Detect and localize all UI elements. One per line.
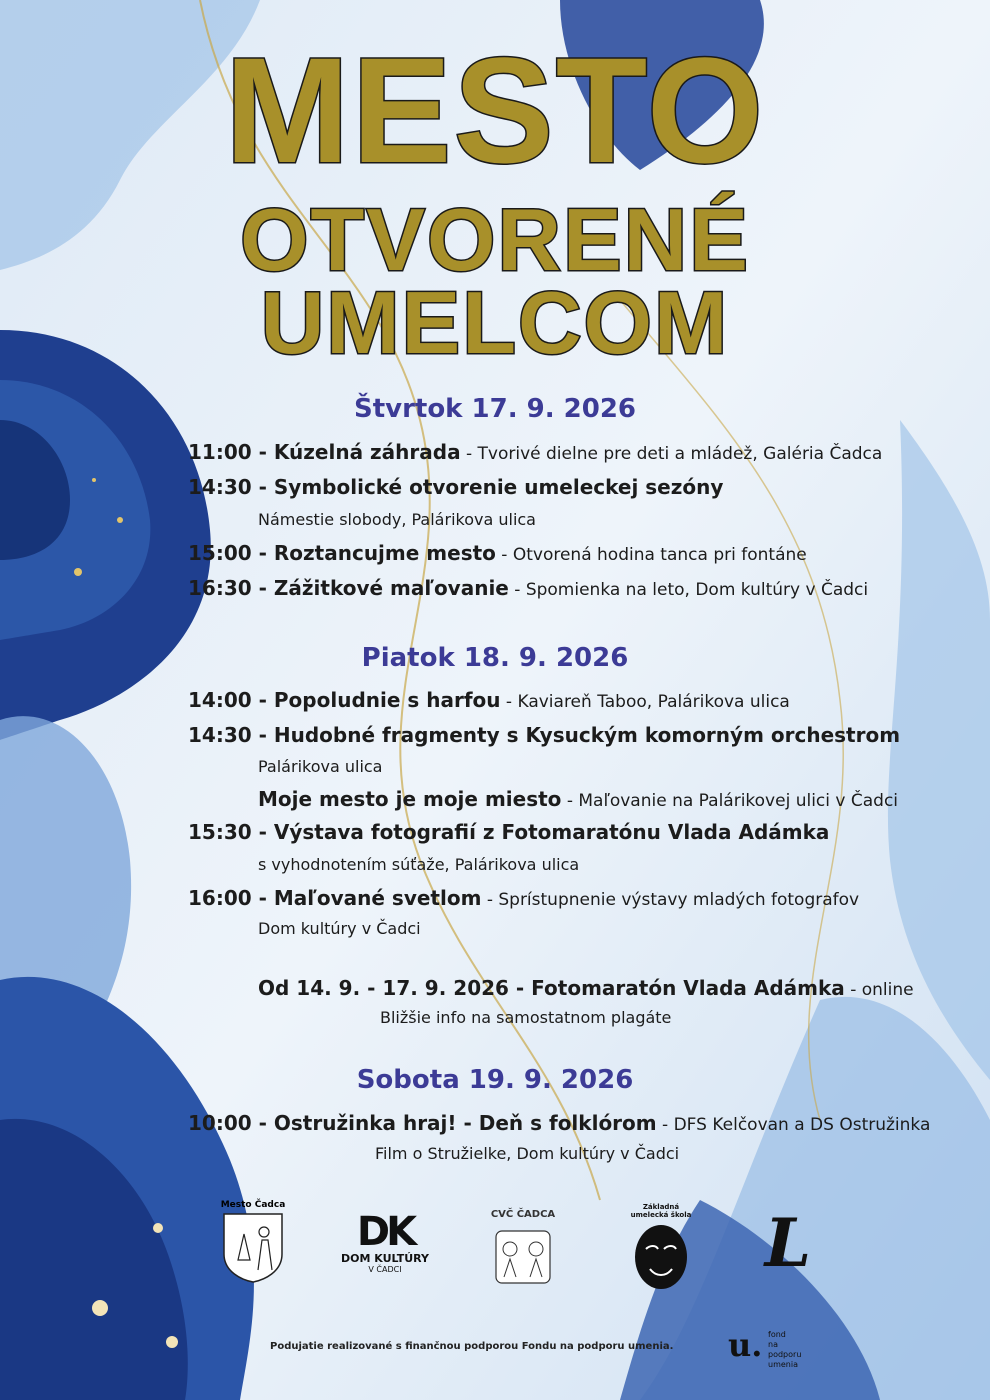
day-heading: Štvrtok 17. 9. 2026 — [353, 394, 637, 424]
event-row — [188, 1111, 930, 1135]
event-row — [258, 787, 898, 811]
event-row — [188, 886, 859, 910]
event-name: Zážitkové maľovanie — [273, 576, 509, 600]
event-desc: - Otvorená hodina tanca pri fontáne — [495, 545, 807, 565]
zus-label: Základná umelecká škola — [630, 1203, 692, 1219]
fotomaraton-tail: - online — [844, 980, 914, 1000]
dk-line2: V ČADCI — [368, 1265, 402, 1274]
title-line-2: OTVORENÉ — [240, 190, 750, 289]
fotomaraton-sub: Bližšie info na samostatnom plagáte — [380, 1008, 672, 1027]
event-desc: - Sprístupnenie výstavy mladých fotografov — [481, 890, 860, 910]
dk-line1: DOM KULTÚRY — [341, 1252, 429, 1265]
fpu-logo — [728, 1326, 808, 1369]
event-desc: - Spomienka na leto, Dom kultúry v Čadci — [508, 580, 869, 600]
event-time: 14:30 - — [188, 723, 274, 747]
day-heading: Piatok 18. 9. 2026 — [361, 643, 629, 673]
event-name: Symbolické otvorenie umeleckej sezóny — [273, 475, 724, 499]
event-name: Kúzelná záhrada — [273, 440, 461, 464]
event-time: 16:00 - — [188, 886, 274, 910]
zus-logo — [628, 1203, 694, 1289]
event-sub: Dom kultúry v Čadci — [258, 919, 421, 938]
event-name: Ostružinka hraj! - Deň s folklórom — [273, 1111, 657, 1135]
event-time: 10:00 - — [188, 1111, 274, 1135]
event-row — [188, 475, 723, 499]
event-sub: Námestie slobody, Palárikova ulica — [258, 510, 536, 529]
coat-of-arms-icon — [218, 1210, 288, 1284]
mesto-cadca-logo — [218, 1200, 288, 1286]
event-name: Moje mesto je moje miesto — [258, 787, 562, 811]
event-row — [188, 820, 829, 844]
event-name: Roztancujme mesto — [273, 541, 496, 565]
event-time: 14:00 - — [188, 688, 274, 712]
event-name: Popoludnie s harfou — [273, 688, 501, 712]
dk-mark: DK — [356, 1209, 414, 1255]
event-row — [188, 723, 900, 747]
event-time: 15:30 - — [188, 820, 274, 844]
event-desc: - Tvorivé dielne pre deti a mládež, Galéria Čadca — [460, 444, 883, 464]
event-desc: - DFS Kelčovan a DS Ostružinka — [656, 1115, 931, 1135]
mesto-cadca-label: Mesto Čadca — [220, 1200, 286, 1210]
event-desc: - Kaviareň Taboo, Palárikova ulica — [500, 692, 790, 712]
event-sub: s vyhodnotením súťaže, Palárikova ulica — [258, 855, 580, 874]
dom-kultury-logo — [330, 1209, 440, 1288]
cvc-logo — [490, 1205, 556, 1287]
event-row — [188, 576, 868, 600]
event-time: 11:00 - — [188, 440, 274, 464]
fotomaraton-text: Od 14. 9. - 17. 9. 2026 - Fotomaratón Vlada Adámka — [258, 976, 845, 1000]
theatre-mask-icon — [628, 1219, 694, 1293]
footer-text: Podujatie realizované s finančnou podporou Fondu na podporu umenia. — [270, 1341, 674, 1352]
cvc-label: CVČ ČADCA — [490, 1209, 556, 1220]
fotomaraton-row — [258, 976, 914, 1000]
event-name: Hudobné fragmenty s Kysuckým komorným orchestrom — [273, 723, 901, 747]
fpu-line1: fond — [768, 1330, 786, 1339]
event-sub: Film o Stružielke, Dom kultúry v Čadci — [375, 1144, 680, 1163]
event-row — [188, 688, 790, 712]
event-name: Výstava fotografií z Fotomaratónu Vlada Adámka — [273, 820, 830, 844]
day-heading: Sobota 19. 9. 2026 — [356, 1065, 634, 1095]
fpu-line3: umenia — [768, 1360, 798, 1369]
fpu-mark: u. — [728, 1326, 763, 1364]
ls-mark: L — [764, 1204, 812, 1282]
event-time: 16:30 - — [188, 576, 274, 600]
title-line-3: UMELCOM — [260, 273, 730, 372]
fpu-line2: na podporu — [768, 1340, 802, 1359]
event-name: Maľované svetlom — [273, 886, 482, 910]
event-desc: - Maľovanie na Palárikovej ulici v Čadci — [561, 791, 899, 811]
ls-logo — [760, 1200, 816, 1286]
title-line-1: MESTO — [224, 26, 766, 194]
event-time: 15:00 - — [188, 541, 274, 565]
event-time: 14:30 - — [188, 475, 274, 499]
event-row — [188, 440, 882, 464]
event-row — [188, 541, 807, 565]
event-sub: Palárikova ulica — [258, 757, 383, 776]
